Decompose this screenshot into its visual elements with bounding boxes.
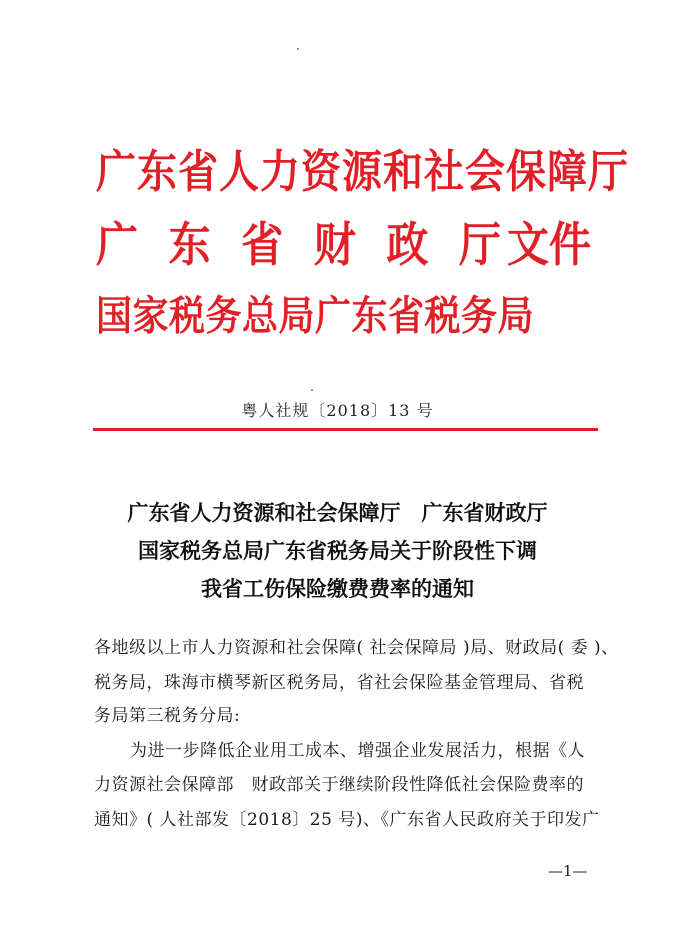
issuer-finance-name (96, 217, 501, 273)
issuer-finance-char: 省 (241, 217, 284, 273)
issuer-line-tax: 国家税务总局广东省税务局 (96, 292, 535, 340)
document-title-line-1: 广东省人力资源和社会保障厅 广东省财政厅 (127, 500, 548, 525)
issuer-line-hrss: 广东省人力资源和社会保障厅 (96, 145, 629, 199)
header-divider (93, 428, 598, 431)
recipients-line-3: 务局第三税务分局: (94, 706, 241, 726)
issuer-line-finance (96, 217, 596, 273)
document-type-label: 文件 (507, 217, 592, 273)
scan-speck-top (297, 48, 299, 50)
issuer-finance-char: 政 (386, 217, 429, 273)
issuer-finance-char: 广 (96, 217, 139, 273)
body-paragraph-line-1: 为进一步降低企业用工成本、增强企业发展活力，根据《人 (130, 741, 585, 761)
recipients-line-2: 税务局，珠海市横琴新区税务局，省社会保险基金管理局、省税 (94, 673, 584, 693)
scan-speck-mid (311, 389, 313, 391)
issuer-finance-char: 东 (168, 217, 211, 273)
document-number: 粤人社规〔2018〕13 号 (241, 401, 434, 420)
page-number: —1— (548, 862, 588, 880)
issuer-finance-char: 财 (313, 217, 356, 273)
recipients-line-1: 各地级以上市人力资源和社会保障( 社会保障局 )局、财政局( 委 )、 (94, 638, 619, 658)
body-paragraph-line-3: 通知》( 人社部发〔2018〕25 号)、《广东省人民政府关于印发广 (94, 810, 600, 830)
document-title-line-3: 我省工伤保险缴费费率的通知 (201, 576, 474, 601)
body-paragraph-line-2: 力资源社会保障部 财政部关于继续阶段性降低社会保险费率的 (94, 775, 584, 795)
document-title-line-2: 国家税务总局广东省税务局关于阶段性下调 (138, 538, 537, 563)
issuer-finance-char: 厅 (458, 217, 501, 273)
